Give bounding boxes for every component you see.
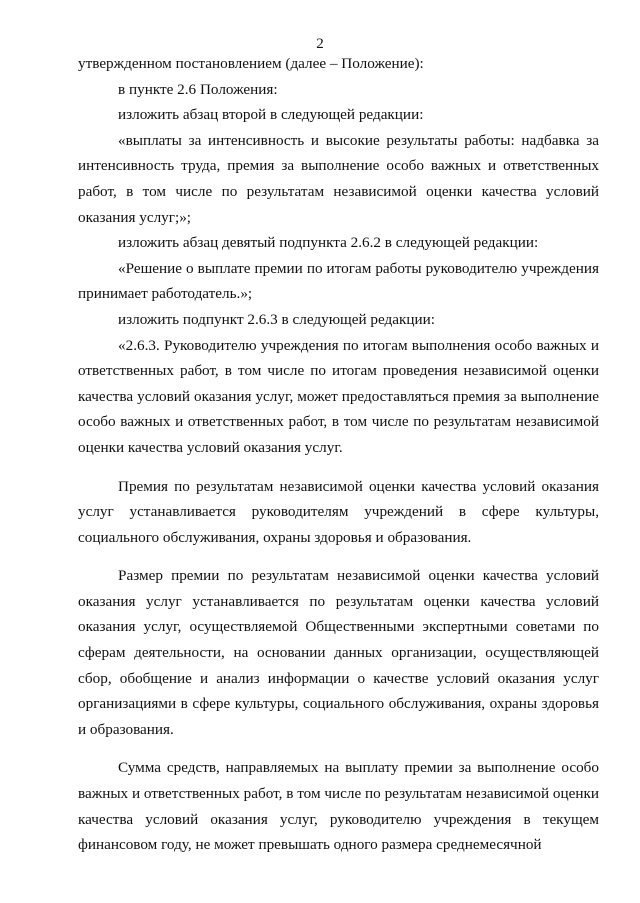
paragraph-premium-size: Размер премии по результатам независимой оценки качества условий оказания услуг устанавливается по результатам оценки качества условий оказания услуг, осуществляемой Общественными экспертными советами по сферам деятельности, на основании данных организации, осуществляющей сбор, обобщение и анализ информации о качестве условий оказания услуг организациями в сфере культуры, социального обслуживания, охраны здоровья и образования. — [78, 567, 599, 738]
paragraph-quote-payments: «выплаты за интенсивность и высокие результаты работы: надбавка за интенсивность труда, премия за выполнение особо важных и ответственных работ, в том числе по результатам независимой оценки качества условий оказания услуг;»; — [78, 131, 599, 226]
page-number: 2 — [316, 36, 324, 52]
paragraph-premium-limit: Сумма средств, направляемых на выплату премии за выполнение особо важных и ответственных работ, в том числе по результатам независимой оценки качества условий оказания услуг, руководителю учреждения в текущем финансовом году, не может превышать одного размера среднемесячной — [78, 759, 599, 854]
document-body — [78, 51, 599, 858]
paragraph-instruction-2-6-3: изложить подпункт 2.6.3 в следующей редакции: — [118, 310, 435, 328]
paragraph-clause-2-6: в пункте 2.6 Положения: — [118, 80, 278, 98]
paragraph-instruction-2-6-2: изложить абзац девятый подпункта 2.6.2 в следующей редакции: — [118, 234, 539, 252]
paragraph-premium-scope: Премия по результатам независимой оценки качества условий оказания услуг устанавливается руководителям учреждений в сфере культуры, социального обслуживания, охраны здоровья и образования. — [78, 477, 599, 546]
paragraph-continuation: утвержденном постановлением (далее – Положение): — [78, 55, 424, 72]
paragraph-quote-2-6-3: «2.6.3. Руководителю учреждения по итогам выполнения особо важных и ответственных работ, в том числе по итогам проведения независимой оценки качества условий оказания услуг, может предоставляться премия за выполнение особо важных и ответственных работ, в том числе по результатам независимой оценки качества условий оказания услуг. — [78, 336, 599, 456]
paragraph-instruction-abzac-2: изложить абзац второй в следующей редакции: — [118, 106, 424, 124]
paragraph-quote-decision: «Решение о выплате премии по итогам работы руководителю учреждения принимает работодатель.»; — [78, 259, 599, 303]
